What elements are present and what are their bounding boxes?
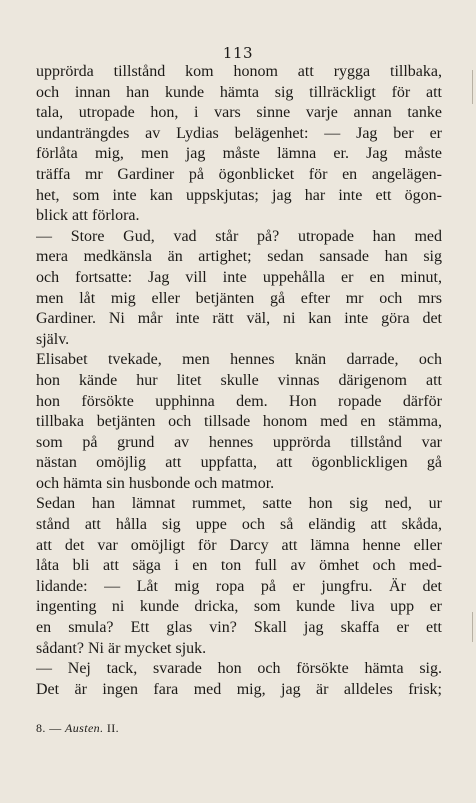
- text-line: själv.: [36, 330, 70, 348]
- text-line: Det är ingen fara med mig, jag är alldeles frisk;: [36, 680, 442, 698]
- text-line: het, som inte kan uppskjutas; jag har inte ett ögon-: [36, 186, 442, 204]
- text-line: Elisabet tvekade, men hennes knän darrade, och: [36, 351, 442, 369]
- text-line: träffa mr Gardiner på ögonblicket för en angelägen-: [36, 165, 442, 183]
- text-line: tillbaka betjänten och tillsade honom med en stämma,: [36, 413, 442, 431]
- text-line: stånd att hålla sig uppe och så eländig att skåda,: [36, 516, 442, 534]
- page-edge-mark: [472, 70, 473, 104]
- text-line: förlåta mig, men jag måste lämna er. Jag måste: [36, 145, 442, 163]
- text-line: och fortsatte: Jag vill inte uppehålla er en minut,: [36, 268, 442, 286]
- text-line: upprörda tillstånd kom honom att rygga tillbaka,: [36, 63, 442, 80]
- signature-volume: II.: [106, 721, 120, 735]
- text-line: Sedan han lämnat rummet, satte hon sig ned, ur: [36, 495, 442, 513]
- text-line: lidande: — Låt mig ropa på er jungfru. Är det: [36, 577, 442, 595]
- text-line: men låt mig eller betjänten gå efter mr och mrs: [36, 289, 442, 307]
- text-line: Gardiner. Ni mår inte rätt väl, ni kan inte göra det: [36, 310, 442, 328]
- text-line: ingenting ni kunde dricka, som kunde liva upp er: [36, 598, 442, 616]
- page-edge-mark: [472, 612, 473, 642]
- text-line: och innan han kunde hämta sig tillräckligt för att: [36, 83, 442, 101]
- text-line: tala, utropade hon, i vars sinne varje annan tanke: [36, 104, 442, 122]
- text-line: blick att förlora.: [36, 207, 140, 225]
- text-line: sådant? Ni är mycket sjuk.: [36, 639, 207, 657]
- page-number: 113: [222, 44, 254, 62]
- text-line: mera medkänsla än artighet; sedan sansade han sig: [36, 248, 442, 266]
- text-line: — Store Gud, vad står på? utropade han med: [36, 227, 442, 245]
- signature-mark: 8. —: [36, 721, 62, 735]
- text-line: hon försökte upphinna dem. Hon ropade därför: [36, 392, 442, 410]
- text-line: undanträngdes av Lydias belägenhet: — Jag ber er: [36, 124, 442, 142]
- text-line: nästan omöjlig att uppfatta, att ögonblickligen gå: [36, 454, 442, 472]
- body-text: [36, 62, 442, 700]
- text-line: hon kände hur litet skulle vinnas därigenom att: [36, 371, 442, 389]
- text-line: en smula? Ett glas vin? Skall jag skaffa er ett: [36, 619, 442, 637]
- text-line: låta bli att säga i en ton full av ömhet och med-: [36, 557, 442, 575]
- text-line: och hämta sin husbonde och matmor.: [36, 474, 275, 492]
- text-line: att det var omöjligt för Darcy att lämna henne eller: [36, 536, 442, 554]
- printer-signature: [36, 721, 119, 736]
- text-line: — Nej tack, svarade hon och försökte hämta sig.: [36, 660, 442, 678]
- signature-author: Austen.: [65, 721, 104, 735]
- text-line: som på grund av hennes upprörda tillstånd var: [36, 433, 442, 451]
